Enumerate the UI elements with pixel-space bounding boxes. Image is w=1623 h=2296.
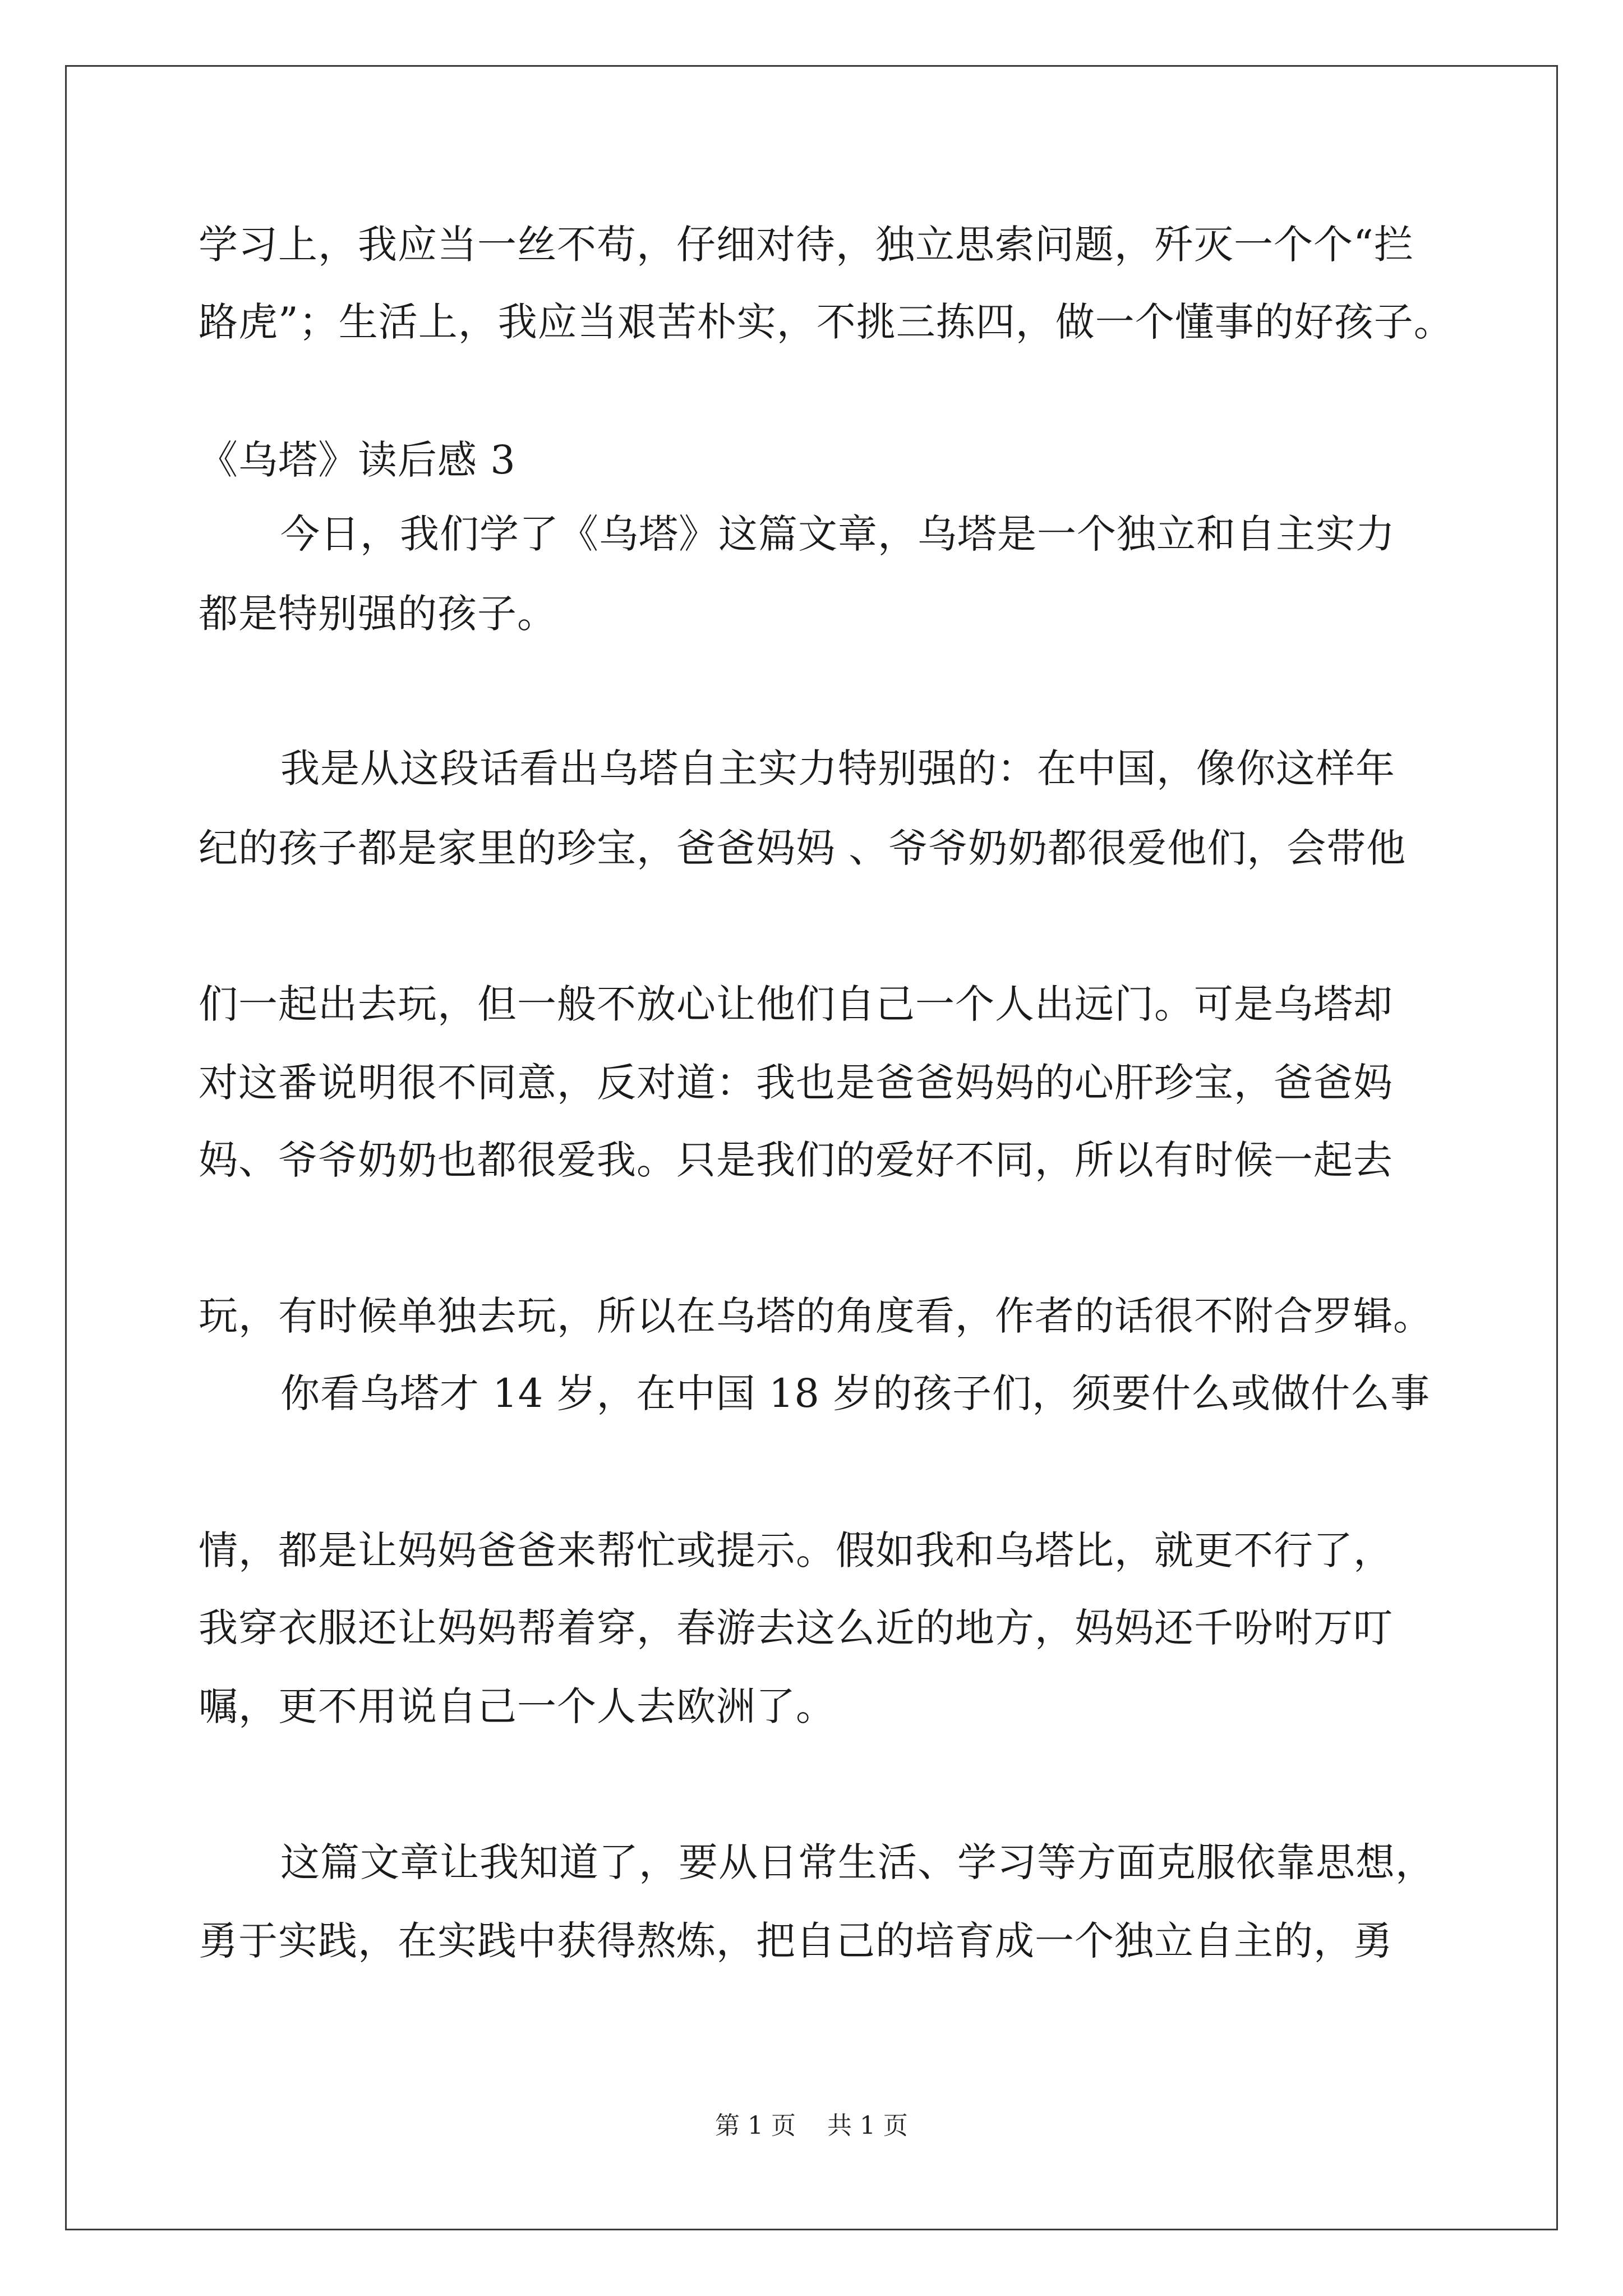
body-line: 嘱，更不用说自己一个人去欧洲了。 xyxy=(199,1683,836,1729)
body-line: 对这番说明很不同意，反对道：我也是爸爸妈妈的心肝珍宝，爸爸妈 xyxy=(199,1060,1393,1106)
body-line: 情，都是让妈妈爸爸来帮忙或提示。假如我和乌塔比，就更不行了， xyxy=(199,1527,1393,1573)
body-line: 妈、爷爷奶奶也都很爱我。只是我们的爱好不同，所以有时候一起去 xyxy=(199,1137,1393,1183)
body-line: 们一起出去玩，但一般不放心让他们自己一个人出远门。可是乌塔却 xyxy=(199,981,1393,1027)
body-line: 都是特别强的孩子。 xyxy=(199,591,557,637)
body-line: 学习上，我应当一丝不苟，仔细对待，独立思索问题，歼灭一个个“拦 xyxy=(199,222,1414,268)
body-line: 你看乌塔才 14 岁，在中国 18 岁的孩子们，须要什么或做什么事 xyxy=(280,1370,1431,1416)
page-number-footer: 第 1 页 共 1 页 xyxy=(715,2111,908,2140)
body-line: 我是从这段话看出乌塔自主实力特别强的：在中国，像你这样年 xyxy=(280,746,1395,792)
body-line: 纪的孩子都是家里的珍宝，爸爸妈妈 、爷爷奶奶都很爱他们，会带他 xyxy=(199,825,1407,871)
body-line: 勇于实践，在实践中获得熬炼，把自己的培育成一个独立自主的，勇 xyxy=(199,1918,1393,1964)
body-line: 这篇文章让我知道了，要从日常生活、学习等方面克服依靠思想， xyxy=(280,1839,1435,1885)
body-line: 今日，我们学了《乌塔》这篇文章，乌塔是一个独立和自主实力 xyxy=(280,511,1395,557)
section-heading: 《乌塔》读后感 3 xyxy=(199,437,516,483)
body-line: 玩，有时候单独去玩，所以在乌塔的角度看，作者的话很不附合罗辑。 xyxy=(199,1293,1433,1339)
body-line: 路虎”；生活上，我应当艰苦朴实，不挑三拣四，做一个懂事的好孩子。 xyxy=(199,299,1454,345)
body-line: 我穿衣服还让妈妈帮着穿，春游去这么近的地方，妈妈还千吩咐万叮 xyxy=(199,1605,1393,1651)
